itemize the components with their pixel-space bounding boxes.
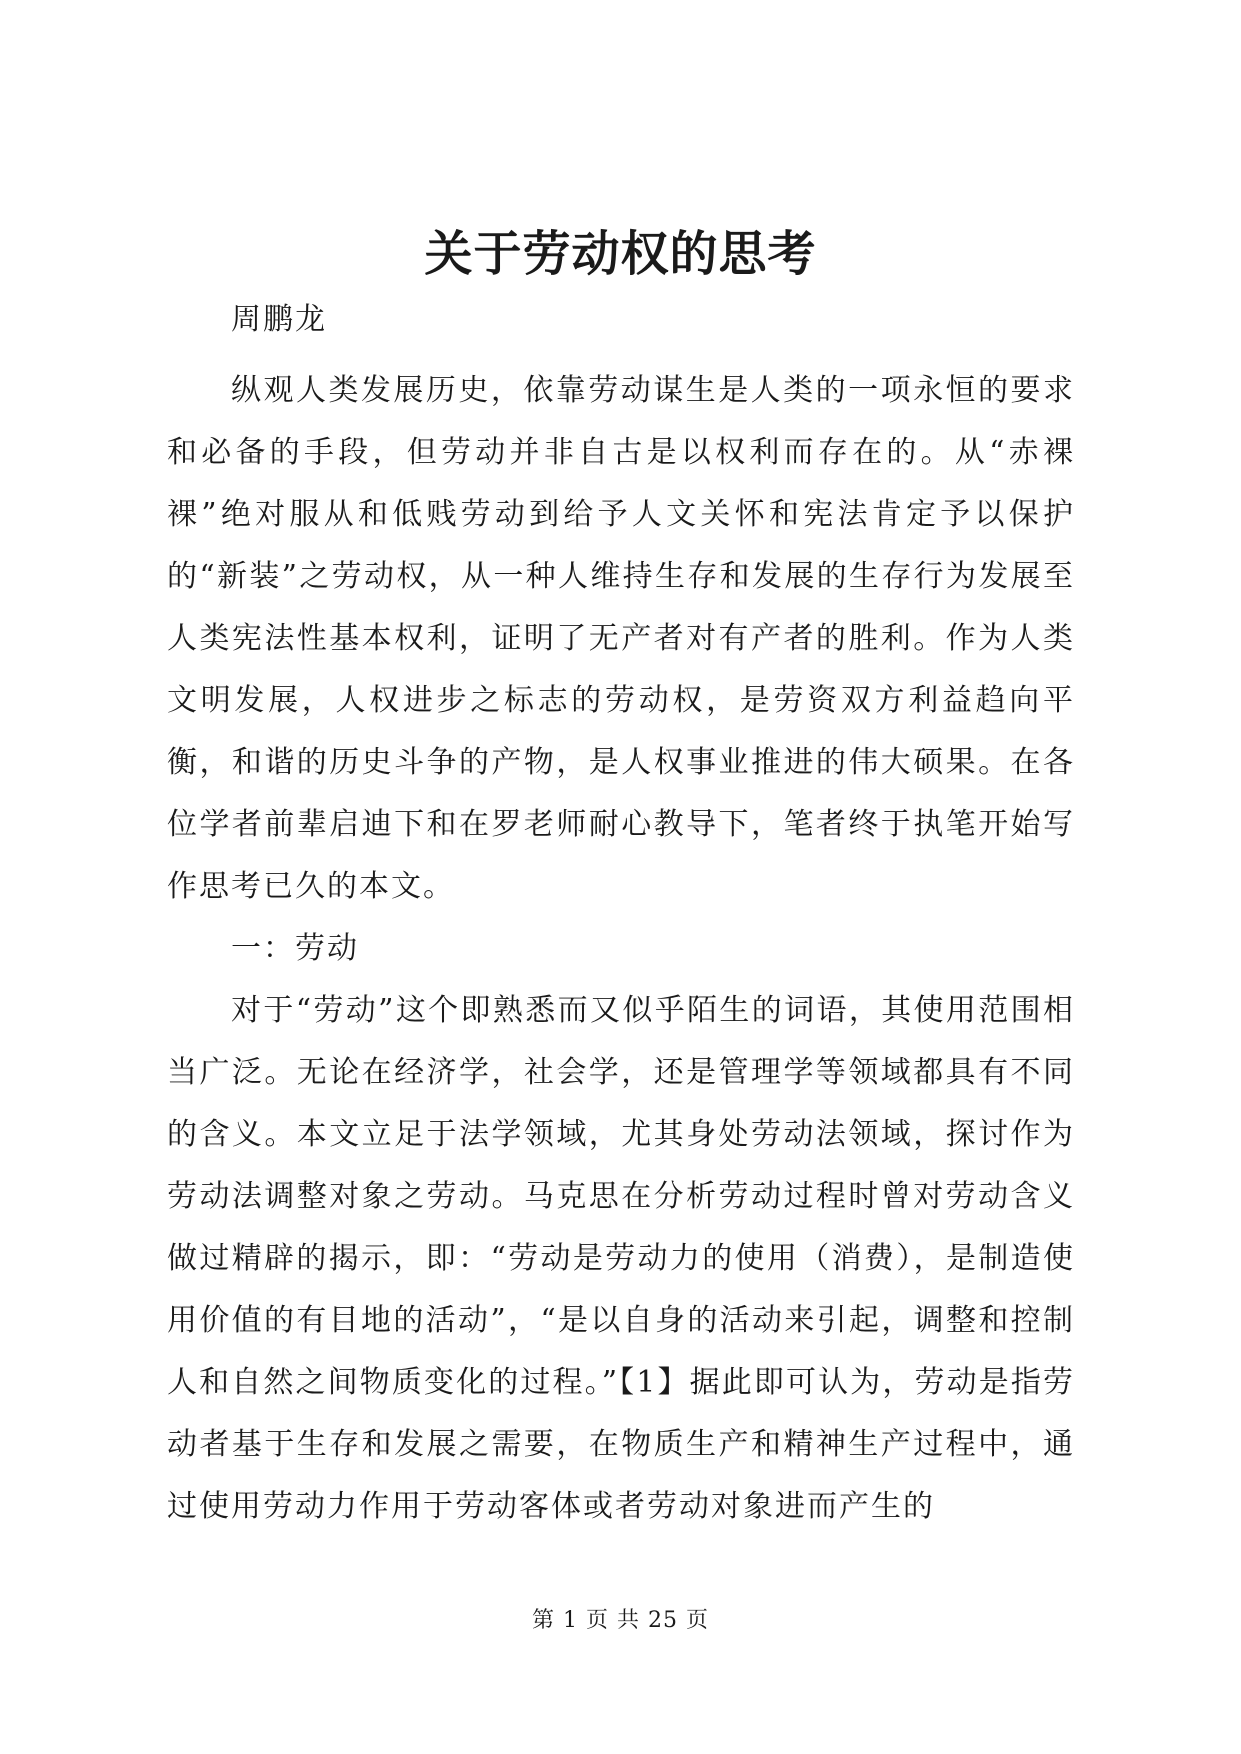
body-paragraph: 纵观人类发展历史，依靠劳动谋生是人类的一项永恒的要求和必备的手段，但劳动并非自古是以权利而存在的。从“赤裸裸”绝对服从和低贱劳动到给予人文关怀和宪法肯定予以保护的“新装”之劳动权，从一种人维持生存和发展的生存行为发展至人类宪法性基本权利，证明了无产者对有产者的胜利。作为人类文明发展，人权进步之标志的劳动权，是劳资双方利益趋向平衡，和谐的历史斗争的产物，是人权事业推进的伟大硕果。在各位学者前辈启迪下和在罗老师耐心教导下，笔者终于执笔开始写作思考已久的本文。 — [167, 373, 1075, 904]
document-title: 关于劳动权的思考 — [424, 226, 817, 282]
section-heading: 一：劳动 — [231, 931, 359, 966]
page-number-footer: 第 1 页 共 25 页 — [532, 1608, 709, 1633]
body-paragraph: 对于“劳动”这个即熟悉而又似乎陌生的词语，其使用范围相当广泛。无论在经济学，社会学，还是管理学等领域都具有不同的含义。本文立足于法学领域，尤其身处劳动法领域，探讨作为劳动法调整对象之劳动。马克思在分析劳动过程时曾对劳动含义做过精辟的揭示，即：“劳动是劳动力的使用（消费），是制造使用价值的有目地的活动”，“是以自身的活动来引起，调整和控制人和自然之间物质变化的过程。”【1】据此即可认为，劳动是指劳动者基于生存和发展之需要，在物质生产和精神生产过程中，通过使用劳动力作用于劳动客体或者劳动对象进而产生的 — [167, 993, 1075, 1524]
author-name: 周鹏龙 — [231, 302, 327, 337]
